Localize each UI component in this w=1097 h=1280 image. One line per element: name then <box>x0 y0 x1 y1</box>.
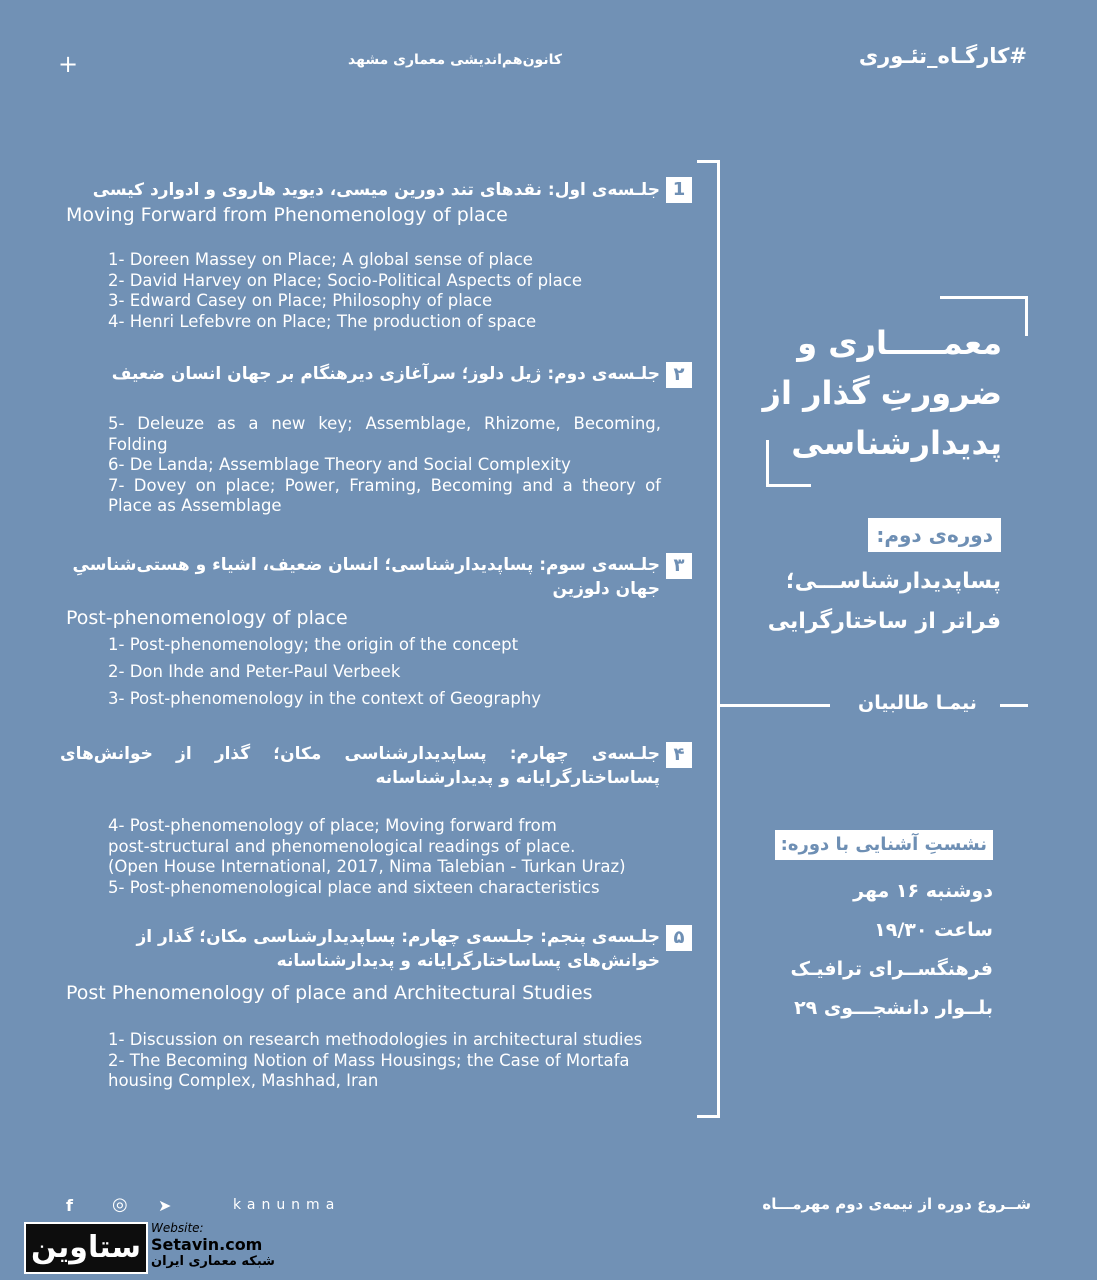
course-badge: دوره‌ی دوم: <box>868 518 1001 552</box>
instagram-icon[interactable]: ◎ <box>112 1194 128 1215</box>
session-english-title-1: Moving Forward from Phenomenology of place <box>66 204 508 226</box>
main-title-line-3: پدیدارشناسی <box>791 424 1002 462</box>
meeting-time: ساعت ۱۹/۳۰ <box>874 919 993 941</box>
list-item: 1- Doreen Massey on Place; A global sense of place <box>108 250 533 269</box>
session-heading-4: جلـسه‌ی چهارم: پساپدیدارشناسی مکان؛ گذار از خوانش‌های پساساختارگرایانه و پدیدارشناسانه <box>60 744 660 788</box>
list-item: post-structural and phenomenological readings of place. <box>108 836 576 856</box>
list-item: 1- Discussion on research methodologies in architectural studies <box>108 1030 643 1049</box>
session-items-2 <box>108 414 661 517</box>
course-subtitle-line-2: فراتر از ساختارگرایی <box>767 609 1001 634</box>
plus-icon: + <box>58 50 79 78</box>
list-item: 3- Edward Casey on Place; Philosophy of place <box>108 291 493 310</box>
session-number-1: 1 <box>666 177 692 203</box>
author-line <box>1000 704 1028 707</box>
list-item: 7- Dovey on place; Power, Framing, Becoming and a theory of Place as Assemblage <box>108 475 661 515</box>
watermark-tagline: شبکه معماری ایران <box>151 1254 275 1269</box>
meeting-venue: فرهنگســرای ترافیـک <box>790 958 993 980</box>
title-corner-bottom-h <box>766 484 811 487</box>
watermark-site[interactable]: Setavin.com <box>151 1235 263 1254</box>
list-item: 5- Deleuze as a new key; Assemblage, Rhizome, Becoming, Folding <box>108 414 661 454</box>
meeting-details <box>673 872 993 1028</box>
bracket-bottom-line <box>697 1115 720 1118</box>
meeting-badge: نشستِ آشنایی با دوره: <box>775 830 993 860</box>
watermark-label: Website: <box>151 1221 204 1235</box>
watermark-text <box>151 1221 275 1269</box>
session-number-3: ۳ <box>666 553 692 579</box>
session-heading-2: جلـسه‌ی دوم: ژیل دلوز؛ سرآغازی دیرهنگام بر جهان انسان ضعیف <box>111 364 660 384</box>
hashtag-title: #کارگـاه_تئـوری <box>858 44 1027 68</box>
course-start-note: شــروع دوره از نیمه‌ی دوم مهرمـــاه <box>762 1195 1031 1213</box>
main-title-line-2: ضرورتِ گذار از <box>762 374 1002 412</box>
list-item: 4- Henri Lefebvre on Place; The production of space <box>108 311 537 331</box>
list-item: 3- Post-phenomenology in the context of Geography <box>108 689 542 708</box>
main-title-line-1: معمـــــاری و <box>797 324 1002 362</box>
meeting-address: بلــوار دانشجـــوی ۲۹ <box>794 997 993 1019</box>
title-corner-top-v <box>1025 296 1028 336</box>
session-heading-1: جلـسه‌ی اول: نقدهای تند دورین میسی، دیوید هاروی و ادوارد کیسی <box>92 180 660 200</box>
social-handle: kanunma <box>233 1197 341 1213</box>
organization-name: کانون‌هم‌اندیشی معماری مشهد <box>348 52 562 68</box>
session-number-4: ۴ <box>666 742 692 768</box>
meeting-date: دوشنبه ۱۶ مهر <box>853 880 993 902</box>
session-items-3 <box>108 631 661 712</box>
session-number-5: ۵ <box>666 925 692 951</box>
list-item: 1- Post-phenomenology; the origin of the concept <box>108 635 519 654</box>
course-subtitle-line-1: پساپدیدارشناســـی؛ <box>785 569 1001 594</box>
session-heading-3: جلـسه‌ی سوم: پساپدیدارشناسی؛ انسان ضعیف، اشیاء و هستی‌شناسیِ جهان دلوزین <box>72 555 660 599</box>
list-item: 2- David Harvey on Place; Socio-Political Aspects of place <box>108 270 582 290</box>
telegram-icon[interactable]: ➤ <box>158 1196 172 1215</box>
session-english-title-3: Post-phenomenology of place <box>66 607 348 629</box>
session-items-5 <box>108 1030 661 1092</box>
course-subtitle <box>681 562 1001 642</box>
session-heading-5: جلـسه‌ی پنجم: جلـسه‌ی چهارم: پساپدیدارشناسی مکان؛ گذار از خوانش‌های پساساختارگرایانه و پدیدارشناسانه <box>136 927 660 971</box>
list-item: 6- De Landa; Assemblage Theory and Social Complexity <box>108 455 571 474</box>
list-item: (Open House International, 2017, Nima Talebian - Turkan Uraz) <box>108 857 626 876</box>
list-item: 5- Post-phenomenological place and sixteen characteristics <box>108 877 600 897</box>
session-number-2: ۲ <box>666 362 692 388</box>
session-items-1 <box>108 250 661 332</box>
list-item: 4- Post-phenomenology of place; Moving forward from <box>108 816 557 835</box>
setavin-logo: ستاوین <box>24 1222 148 1274</box>
main-title <box>702 318 1002 468</box>
list-item: 2- The Becoming Notion of Mass Housings; the Case of Mortafa housing Complex, Mashhad, Iran <box>108 1050 630 1090</box>
facebook-icon[interactable]: f <box>66 1196 73 1215</box>
title-corner-top-h <box>940 296 1028 299</box>
session-items-4 <box>108 816 661 898</box>
list-item: 2- Don Ihde and Peter-Paul Verbeek <box>108 662 401 681</box>
session-english-title-5: Post Phenomenology of place and Architectural Studies <box>66 982 593 1004</box>
author-name: نیمـا طالبیان <box>830 692 1005 714</box>
